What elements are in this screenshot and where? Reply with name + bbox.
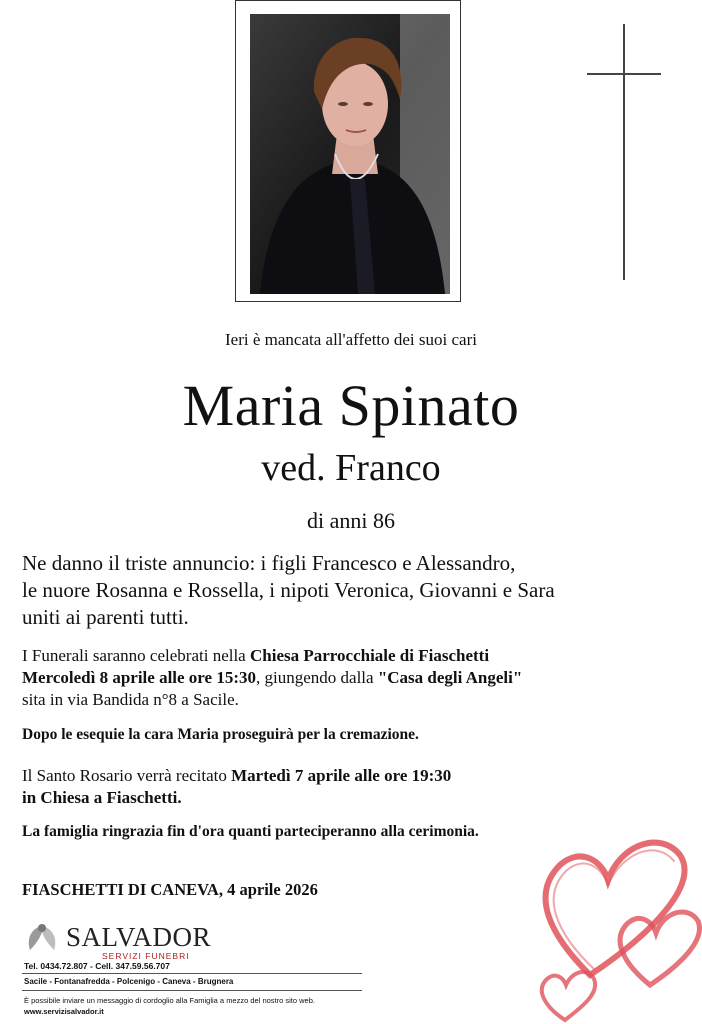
intro-text: Ieri è mancata all'affetto dei suoi cari [225,330,477,349]
funeral-church: Chiesa Parrocchiale di Fiaschetti [249,646,490,665]
website-link[interactable]: www.servizisalvador.it [24,1007,104,1016]
angel-icon [22,920,62,960]
rosary-info [22,765,662,809]
heart-small [542,972,595,1020]
hearts-decoration [530,825,702,1024]
towns-list: Sacile - Fontanafredda - Polcenigo - Caneva - Brugnera [24,977,234,986]
heart-large [546,843,685,975]
funeral-origin: "Casa degli Angeli" [377,668,523,687]
funeral-middle: , giungendo dalla [256,668,378,687]
announcement [22,550,662,631]
announcement-line-1: Ne danno il triste annuncio: i figli Francesco e Alessandro, [22,551,516,575]
logo-subtitle: SERVIZI FUNEBRI [102,951,190,961]
thanks-note: La famiglia ringrazia fin d'ora quanti parteciperanno alla cerimonia. [22,823,479,840]
footer-divider-1 [22,973,362,974]
funeral-prefix: I Funerali saranno celebrati nella [22,646,250,665]
rosary-prefix: Il Santo Rosario verrà recitato [22,766,232,785]
portrait-image [250,14,450,294]
phone-numbers: Tel. 0434.72.807 - Cell. 347.59.56.707 [24,961,170,971]
condolence-message: È possibile inviare un messaggio di cordoglio alla Famiglia a mezzo del nostro sito web. [24,996,315,1005]
cremation-note: Dopo le esequie la cara Maria proseguirà per la cremazione. [22,726,419,743]
portrait-frame [235,0,461,302]
footer-divider-2 [22,990,362,991]
age: di anni 86 [307,508,395,533]
cross-horizontal [587,73,661,75]
rosary-place: in Chiesa a Fiaschetti. [22,788,182,807]
announcement-line-2: le nuore Rosanna e Rossella, i nipoti Veronica, Giovanni e Sara [22,578,555,602]
place-date: FIASCHETTI DI CANEVA, 4 aprile 2026 [22,880,318,899]
portrait-photo [250,14,450,294]
funeral-info [22,645,662,711]
heart-medium [620,912,699,985]
funeral-datetime: Mercoledì 8 aprile alle ore 15:30 [22,668,256,687]
announcement-line-3: uniti ai parenti tutti. [22,605,189,629]
logo-text: SALVADOR [66,922,212,952]
rosary-datetime: Martedì 7 aprile alle ore 19:30 [231,766,452,785]
funeral-address: sita in via Bandida n°8 a Sacile. [22,690,239,709]
funeral-home-logo [22,918,212,961]
cross-vertical [623,24,625,280]
widow-of: ved. Franco [261,447,441,489]
deceased-name: Maria Spinato [182,373,520,438]
